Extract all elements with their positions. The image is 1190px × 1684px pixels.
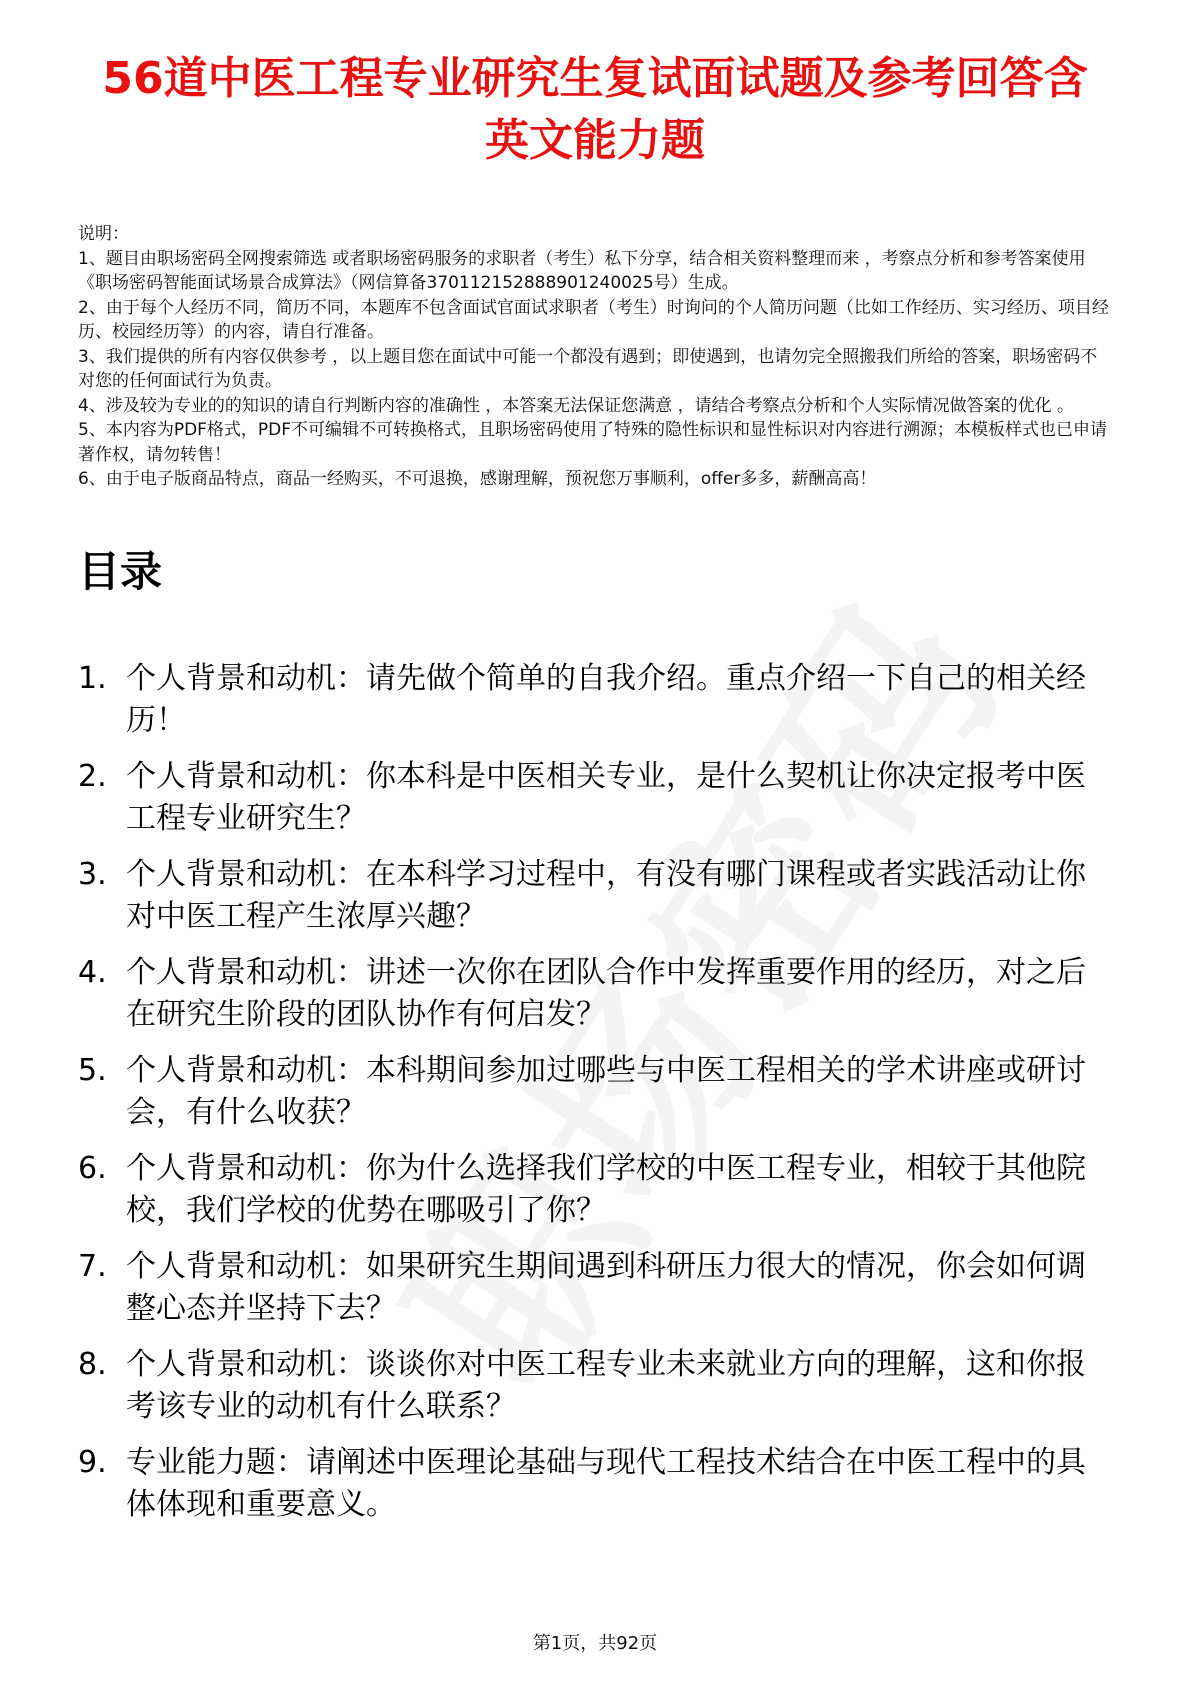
toc-item-text: 专业能力题：请阐述中医理论基础与现代工程技术结合在中医工程中的具体体现和重要意义。 [126, 1444, 1086, 1522]
toc-item[interactable] [78, 756, 1112, 840]
toc-item-text: 个人背景和动机：你本科是中医相关专业，是什么契机让你决定报考中医工程专业研究生？ [126, 758, 1086, 836]
toc-item-text: 个人背景和动机：请先做个简单的自我介绍。重点介绍一下自己的相关经历！ [126, 660, 1086, 738]
toc-item-number: 9. [78, 1444, 107, 1480]
document-title: 56道中医工程专业研究生复试面试题及参考回答含英文能力题 [102, 53, 1088, 166]
toc-item[interactable] [78, 952, 1112, 1036]
toc-item-number: 7. [78, 1248, 107, 1284]
toc-item-text: 个人背景和动机：讲述一次你在团队合作中发挥重要作用的经历，对之后在研究生阶段的团队协作有何启发？ [126, 954, 1086, 1032]
note-item: 4、涉及较为专业的的知识的请自行判断内容的准确性 ，本答案无法保证您满意 ，请结合考察点分析和个人实际情况做答案的优化 。 [78, 395, 1075, 416]
note-item: 1、题目由职场密码全网搜索筛选 或者职场密码服务的求职者（考生）私下分享，结合相关资料整理而来 ，考察点分析和参考答案使用《职场密码智能面试场景合成算法》（网信算备370112152888901240025号）生成。 [78, 248, 1086, 293]
toc-item-number: 2. [78, 758, 107, 794]
toc-item[interactable] [78, 1246, 1112, 1330]
note-item: 3、我们提供的所有内容仅供参考 ，以上题目您在面试中可能一个都没有遇到；即使遇到，也请勿完全照搬我们所给的答案，职场密码不对您的任何面试行为负责。 [78, 346, 1098, 391]
toc-item-number: 4. [78, 954, 107, 990]
toc-item-number: 8. [78, 1346, 107, 1382]
toc-item[interactable] [78, 1344, 1112, 1428]
toc-item-number: 1. [78, 660, 107, 696]
page-footer: 第1页，共92页 [532, 1633, 658, 1654]
toc-list [78, 658, 1112, 1526]
toc-item[interactable] [78, 1050, 1112, 1134]
toc-item[interactable] [78, 658, 1112, 742]
toc-item[interactable] [78, 1148, 1112, 1232]
notes-heading: 说明： [78, 224, 129, 244]
note-item: 6、由于电子版商品特点，商品一经购买，不可退换，感谢理解，预祝您万事顺利，offer多多，薪酬高高！ [78, 469, 877, 489]
note-item: 2、由于每个人经历不同，简历不同，本题库不包含面试官面试求职者（考生）时询问的个人简历问题（比如工作经历、实习经历、项目经历、校园经历等）的内容，请自行准备。 [78, 297, 1109, 342]
toc-item[interactable] [78, 1442, 1112, 1526]
toc-heading: 目录 [78, 546, 163, 596]
toc-item-text: 个人背景和动机：在本科学习过程中，有没有哪门课程或者实践活动让你对中医工程产生浓厚兴趣？ [126, 856, 1086, 934]
toc-item-text: 个人背景和动机：本科期间参加过哪些与中医工程相关的学术讲座或研讨会，有什么收获？ [126, 1052, 1086, 1130]
toc-item[interactable] [78, 854, 1112, 938]
toc-item-number: 5. [78, 1052, 107, 1088]
toc-item-text: 个人背景和动机：谈谈你对中医工程专业未来就业方向的理解，这和你报考该专业的动机有什么联系？ [126, 1346, 1086, 1424]
note-item: 5、本内容为PDF格式，PDF不可编辑不可转换格式，且职场密码使用了特殊的隐性标识和显性标识对内容进行溯源；本模板样式也已申请著作权，请勿转售！ [78, 420, 1108, 465]
toc-item-text: 个人背景和动机：你为什么选择我们学校的中医工程专业，相较于其他院校，我们学校的优势在哪吸引了你？ [126, 1150, 1086, 1228]
notes-section [78, 222, 1112, 492]
toc-item-number: 3. [78, 856, 107, 892]
toc-item-number: 6. [78, 1150, 107, 1186]
toc-item-text: 个人背景和动机：如果研究生期间遇到科研压力很大的情况，你会如何调整心态并坚持下去？ [126, 1248, 1086, 1326]
